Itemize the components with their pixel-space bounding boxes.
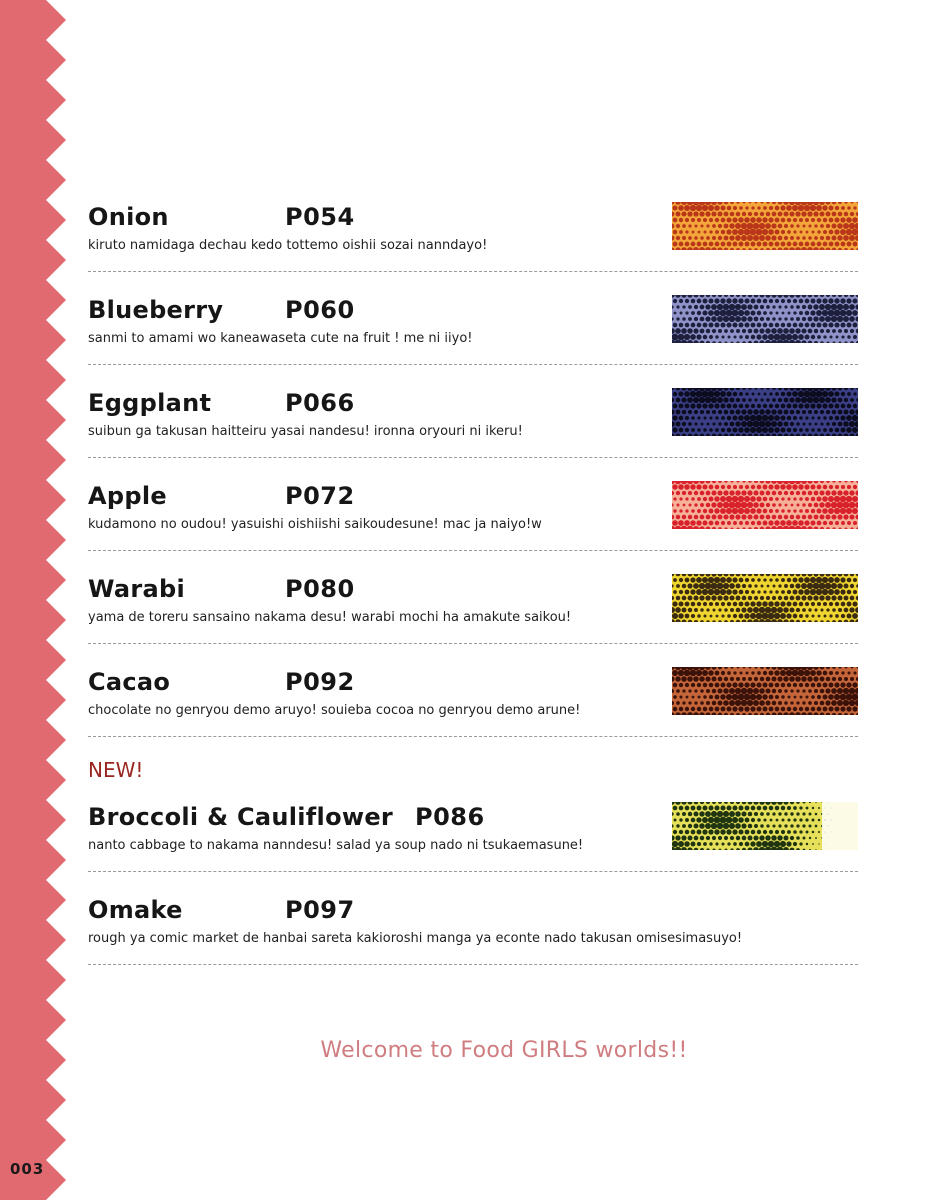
entry-description: nanto cabbage to nakama nanndesu! salad ya soup nado ni tsukaemasune! bbox=[88, 838, 584, 853]
halftone-swatch-blueberry bbox=[672, 295, 858, 343]
entry-description: kiruto namidaga dechau kedo tottemo oishii sozai nanndayo! bbox=[88, 238, 488, 253]
halftone-swatch-warabi bbox=[672, 574, 858, 622]
entry-page-number: P060 bbox=[285, 296, 355, 324]
toc-entry-blueberry[interactable] bbox=[88, 291, 858, 384]
entry-description: sanmi to amami wo kaneawaseta cute na fruit ! me ni iiyo! bbox=[88, 331, 473, 346]
entry-title: Warabi bbox=[88, 575, 186, 603]
entry-description: suibun ga takusan haitteiru yasai nandesu! ironna oryouri ni ikeru! bbox=[88, 424, 523, 439]
dashed-divider bbox=[88, 364, 858, 365]
entry-title: Blueberry bbox=[88, 296, 224, 324]
zigzag-border bbox=[0, 0, 66, 1200]
dashed-divider bbox=[88, 457, 858, 458]
entry-title: Apple bbox=[88, 482, 167, 510]
entry-description: yama de toreru sansaino nakama desu! warabi mochi ha amakute saikou! bbox=[88, 610, 572, 625]
entry-page-number: P080 bbox=[285, 575, 355, 603]
dashed-divider bbox=[88, 271, 858, 272]
entry-page-number: P092 bbox=[285, 668, 355, 696]
dashed-divider bbox=[88, 643, 858, 644]
dashed-divider bbox=[88, 550, 858, 551]
welcome-message: Welcome to Food GIRLS worlds!! bbox=[320, 1038, 688, 1063]
toc-entry-onion[interactable] bbox=[88, 198, 858, 291]
new-label: NEW! bbox=[88, 758, 144, 782]
entry-title: Omake bbox=[88, 896, 183, 924]
halftone-swatch-eggplant bbox=[672, 388, 858, 436]
entry-description: chocolate no genryou demo aruyo! souieba cocoa no genryou demo arune! bbox=[88, 703, 581, 718]
entry-page-number: P097 bbox=[285, 896, 355, 924]
entry-description: rough ya comic market de hanbai sareta kakioroshi manga ya econte nado takusan omisesimasuyo! bbox=[88, 931, 743, 946]
entry-title: Cacao bbox=[88, 668, 171, 696]
dashed-divider bbox=[88, 736, 858, 737]
dashed-divider bbox=[88, 964, 858, 965]
toc-entry-broccoli-cauliflower[interactable] bbox=[88, 798, 858, 891]
entry-description: kudamono no oudou! yasuishi oishiishi saikoudesune! mac ja naiyo!w bbox=[88, 517, 542, 532]
entry-title: Eggplant bbox=[88, 389, 212, 417]
entry-page-number: P072 bbox=[285, 482, 355, 510]
entry-page-number: P054 bbox=[285, 203, 355, 231]
halftone-swatch-broccoli bbox=[672, 802, 858, 850]
entry-title: Onion bbox=[88, 203, 169, 231]
toc-entry-apple[interactable] bbox=[88, 477, 858, 570]
toc-entry-cacao[interactable] bbox=[88, 663, 858, 756]
page-number: 003 bbox=[10, 1160, 45, 1178]
entry-page-number: P066 bbox=[285, 389, 355, 417]
halftone-swatch-apple bbox=[672, 481, 858, 529]
toc-entry-eggplant[interactable] bbox=[88, 384, 858, 477]
halftone-swatch-onion bbox=[672, 202, 858, 250]
entry-title: Broccoli & Cauliflower bbox=[88, 803, 394, 831]
dashed-divider bbox=[88, 871, 858, 872]
toc-entry-warabi[interactable] bbox=[88, 570, 858, 663]
halftone-swatch-cacao bbox=[672, 667, 858, 715]
toc-entry-omake[interactable] bbox=[88, 891, 858, 984]
entry-page-number: P086 bbox=[415, 803, 485, 831]
table-of-contents bbox=[88, 198, 858, 984]
